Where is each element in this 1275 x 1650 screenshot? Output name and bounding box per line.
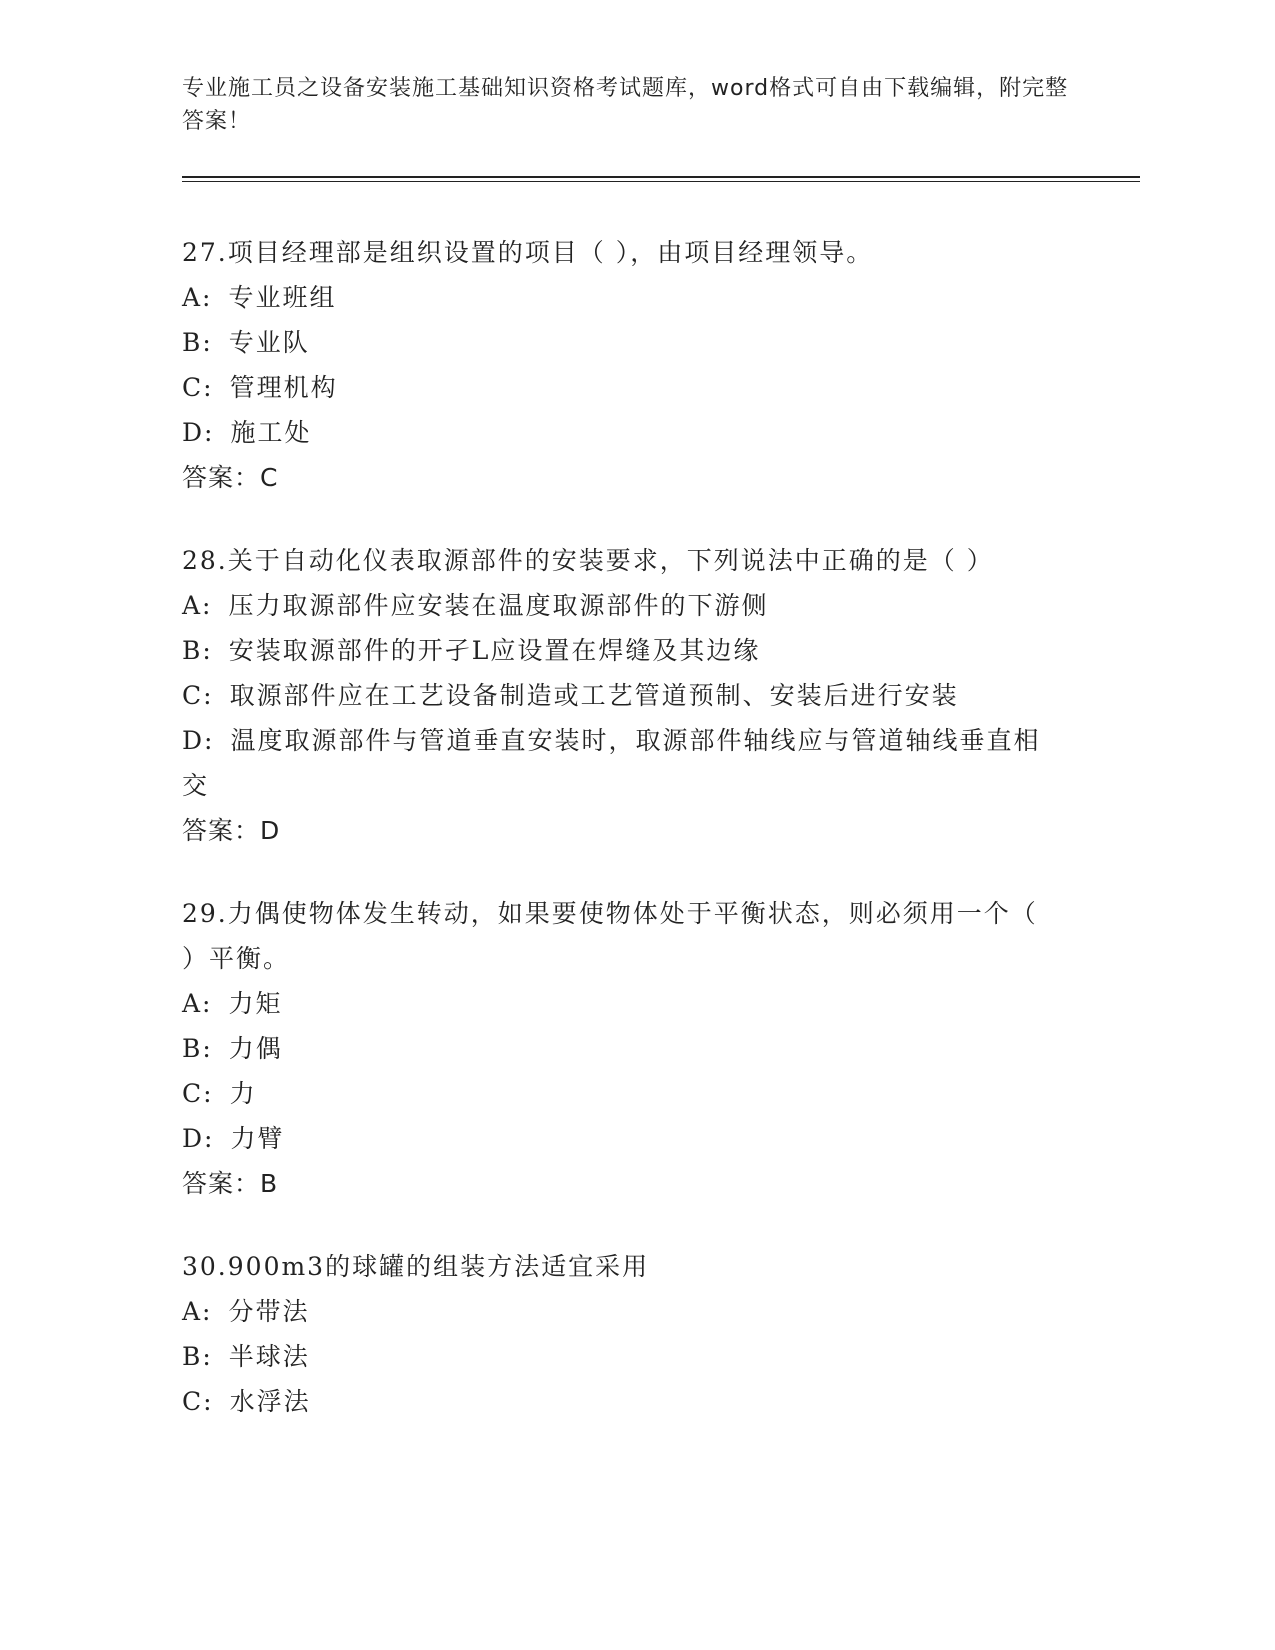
option-label: D: (182, 418, 215, 447)
option-label: A: (182, 591, 213, 620)
option-label: D: (182, 1124, 215, 1153)
answer: 答案：C (182, 463, 279, 492)
option-d (182, 718, 1062, 808)
question-30 (182, 1244, 1062, 1424)
option-label: B: (182, 328, 213, 357)
option-c (182, 1071, 1062, 1116)
document-header: 专业施工员之设备安装施工基础知识资格考试题库，word格式可自由下载编辑，附完整答案！ (182, 76, 1069, 134)
option-label: A: (182, 283, 213, 312)
option-text: 施工处 (230, 418, 312, 447)
option-b (182, 1026, 1062, 1071)
option-text: 安装取源部件的开孑L应设置在焊缝及其边缘 (228, 636, 761, 665)
option-a (182, 583, 1062, 628)
option-text: 温度取源部件与管道垂直安装时，取源部件轴线应与管道轴线垂直相交 (182, 726, 1041, 800)
header-divider-thin (182, 181, 1140, 182)
option-label: B: (182, 1342, 213, 1371)
option-label: D: (182, 726, 215, 755)
option-b (182, 628, 1062, 673)
option-label: B: (182, 1034, 213, 1063)
question-29 (182, 891, 1062, 1206)
answer: 答案：D (182, 816, 281, 845)
option-text: 半球法 (228, 1342, 310, 1371)
option-text: 分带法 (228, 1297, 310, 1326)
option-b (182, 320, 1062, 365)
option-text: 水浮法 (229, 1387, 311, 1416)
option-a (182, 981, 1062, 1026)
option-text: 取源部件应在工艺设备制造或工艺管道预制、安装后进行安装 (229, 681, 959, 710)
answer: 答案：B (182, 1169, 279, 1198)
option-a (182, 1289, 1062, 1334)
question-28 (182, 538, 1062, 853)
option-text: 力臂 (230, 1124, 285, 1153)
question-stem: 28.关于自动化仪表取源部件的安装要求，下列说法中正确的是（ ） (182, 546, 994, 575)
option-c (182, 673, 1062, 718)
option-d (182, 410, 1062, 455)
option-label: C: (182, 1387, 214, 1416)
option-d (182, 1116, 1062, 1161)
question-27 (182, 230, 1062, 500)
option-text: 专业队 (228, 328, 310, 357)
option-c (182, 365, 1062, 410)
option-label: C: (182, 373, 214, 402)
option-label: B: (182, 636, 213, 665)
question-stem: 27.项目经理部是组织设置的项目（ ），由项目经理领导。 (182, 238, 874, 267)
option-text: 力矩 (228, 989, 283, 1018)
option-text: 力偶 (228, 1034, 283, 1063)
option-b (182, 1334, 1062, 1379)
option-a (182, 275, 1062, 320)
option-label: C: (182, 1079, 214, 1108)
option-text: 力 (229, 1079, 257, 1108)
header-divider-thick (182, 176, 1140, 178)
option-text: 管理机构 (229, 373, 338, 402)
question-stem: 29.力偶使物体发生转动，如果要使物体处于平衡状态，则必须用一个（ ）平衡。 (182, 899, 1038, 973)
option-text: 专业班组 (228, 283, 337, 312)
question-stem: 30.900m3的球罐的组装方法适宜采用 (182, 1252, 650, 1281)
option-label: A: (182, 1297, 213, 1326)
question-list (182, 230, 1062, 1462)
option-text: 压力取源部件应安装在温度取源部件的下游侧 (228, 591, 769, 620)
option-label: A: (182, 989, 213, 1018)
option-c (182, 1379, 1062, 1424)
option-label: C: (182, 681, 214, 710)
